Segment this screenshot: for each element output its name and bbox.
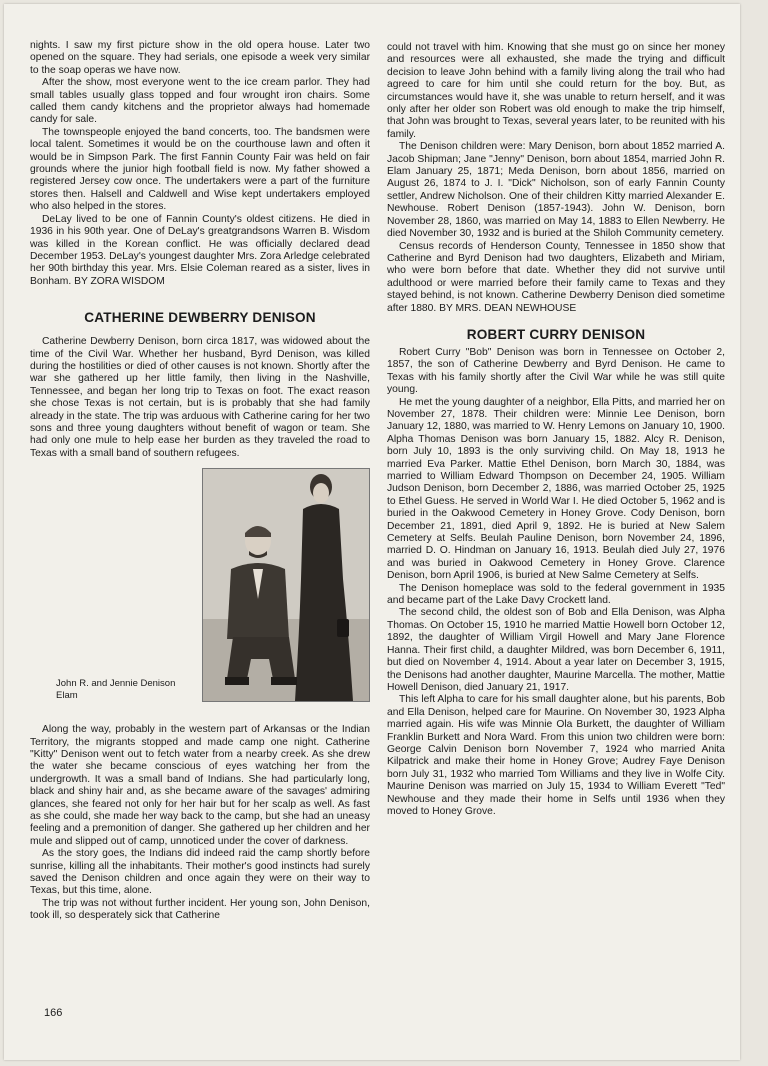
paragraph: Along the way, probably in the western part of Arkansas or the Indian Territory, the migrants stopped and made camp one night. Catherine "Kitty" Denison went out to fetch water from a nearby creek. As she drew the water she became conscious of eyes watching her from the undergrowth. It was a small band of Indians. She had particularly long, black and shiny hair and, as she became aware of the savages' admiring glances, she feared not only for her hair but for her scalp as well. As fast as she could, she made her way back to the camp, but she had an uneasy feeling and a premonition of danger. She gathered up her children and her mule and slipped out of camp, unnoticed under the cover of darkness. bbox=[30, 724, 370, 847]
paragraph: Catherine Dewberry Denison, born circa 1817, was widowed about the time of the Civil War. Whether her husband, Byrd Denison, was killed during the hostilities or died of other causes is not known. Shortly after the war she gathered up her little family, then living in the Nashville, Tennessee, and began her long trip to Texas on foot. The exact reason she chose Texas is not certain, but is is probably that she had family already in the state. The trip was arduous with Catherine caring for her two sons and three young daughters without benefit of wagon or team. She had only one mule to help ease her burden as they traveled the road to Texas with a small band of southern refugees. bbox=[30, 336, 370, 459]
paragraph: Census records of Henderson County, Tennessee in 1850 show that Catherine and Byrd Denison had two daughters, Elizabeth and Miriam, who were born before that date. Whether they did not survive until adulthood or were married before their family came to Texas and they stayed behind, is not known. Catherine Dewberry Denison died sometime after 1880. BY MRS. DEAN NEWHOUSE bbox=[387, 240, 725, 314]
section-heading-catherine: CATHERINE DEWBERRY DENISON bbox=[84, 310, 316, 326]
paragraph: could not travel with him. Knowing that she must go on since her money and resources were all exhausted, she made the trying and difficult decision to leave John behind with a family living along the trail who had agreed to care for him until she could return for the boy. But, as circumstances would have it, she was unable to return herself, and it was only after her older son Robert was old enough to make the trip himself, that John was brought to Texas, several years later, to be reunited with his family. bbox=[387, 42, 725, 140]
paragraph: The townspeople enjoyed the band concerts, too. The bandsmen were local talent. Sometimes it would be on the courthouse lawn and often it would be in Simpson Park. The first Fannin County Fair was held on fair grounds where the junior high football field is now. My father showed a registered Jersey cow once. The undertakers were a part of the furniture stores then. Halsell and Caldwell and Wise kept undertakers employed who also helped in the stores. bbox=[30, 126, 370, 213]
paragraph: As the story goes, the Indians did indeed raid the camp shortly before sunrise, killing all the inhabitants. Their mother's good instincts had surely saved the Denison children and once again they were on their way to Texas, but this time, alone. bbox=[30, 848, 370, 897]
paragraph: The trip was not without further incident. Her young son, John Denison, took ill, so desperately sick that Catherine bbox=[30, 897, 370, 922]
paragraph: After the show, most everyone went to the ice cream parlor. They had small tables usually glass topped and four wrought iron chairs. Some called them candy kitchens and the proprietor always had homemade candy for sale. bbox=[30, 77, 370, 126]
left-column bbox=[30, 40, 370, 923]
paragraph: The second child, the oldest son of Bob and Ella Denison, was Alpha Thomas. On October 15, 1910 he married Mattie Howell born October 12, 1892, the daughter of William Virgil Howell and Mary Jane Florence Hanna. Their first child, a daughter Mildred, was born December 6, 1911, but died on November 4, 1914. About a year later on December 3, 1915, the Denisons had another daughter, Maurine Marcella. The mother, Mattie Howell Denison, died January 21, 1917. bbox=[387, 607, 725, 693]
book-page bbox=[4, 4, 740, 1060]
paragraph: The Denison children were: Mary Denison, born about 1852 married A. Jacob Shipman; Jane "Jenny" Denison, born about 1854, married John R. Elam January 25, 1871; Meda Denison, born about 1856, married on August 26, 1874 to J. I. "Dick" Nicholson, son of early Fannin County settler, Andrew Nicholson. One of their children Kitty married Alexander E. Newhouse. Robert Denison (1857-1943). John W. Denison, born November 28, 1860, was married on May 14, 1883 to Ellen Newberry. He died November 30, 1932 and is buried at the Shiloh Community cemetery. bbox=[387, 141, 725, 240]
paragraph: This left Alpha to care for his small daughter alone, but his parents, Bob and Ella Denison, helped care for Maurine. On November 30, 1923 Alpha married again. His wife was Minnie Ola Burkett, the daughter of William Franklin Burkett and Nora Ward. From this union two children were born: George Calvin Denison born November 7, 1924 who married Anita Kilpatrick and make their home in Honey Grove; Audrey Faye Denison born July 31, 1932 who married Tom Williams and they live in Wolfe City. Maurine Denison was married on July 15, 1934 to William Everett "Ted" Newhouse and they made their home in Selfs until 1936 when they moved to Honey Grove. bbox=[387, 694, 725, 817]
photo-block bbox=[30, 468, 370, 714]
portrait-photo bbox=[202, 468, 370, 702]
paragraph: Robert Curry "Bob" Denison was born in Tennessee on October 2, 1857, the son of Catherine Dewberry and Byrd Denison. He came to Texas with his family shortly after the Civil War while he was still quite young. bbox=[387, 346, 725, 396]
paragraph: The Denison homeplace was sold to the federal government in 1935 and became part of the Lake Davy Crockett land. bbox=[387, 582, 725, 607]
section-heading-robert: ROBERT CURRY DENISON bbox=[466, 326, 646, 342]
page-number: 166 bbox=[44, 1007, 63, 1019]
paragraph: DeLay lived to be one of Fannin County's oldest citizens. He died in 1936 in his 90th year. One of DeLay's greatgrandsons Warren B. Wisdom was killed in the Korean conflict. He was officially declared dead December 1953. DeLay's youngest daughter Mrs. Zora Arledge celebrated her 90th birthday this year. Mrs. Elsie Coleman reared as a sister, lives in Bonham. BY ZORA WISDOM bbox=[30, 213, 370, 287]
paragraph: nights. I saw my first picture show in the old opera house. Later two opened on the square. They had serials, one episode a week very similar to the soap operas we have now. bbox=[30, 40, 370, 76]
right-column bbox=[387, 42, 725, 818]
photo-caption: John R. and Jennie Denison Elam bbox=[56, 678, 176, 702]
paragraph: He met the young daughter of a neighbor, Ella Pitts, and married her on November 27, 1878. Their children were: Minnie Lee Denison, born January 12, 1880, was married to W. Henry Lemons on January 10, 1900. Alpha Thomas Denison was born January 15, 1882. Alcy R. Denison, born July 10, 1893 is the only surviving child. On May 18, 1913 he married Eva Parker. Mattie Ethel Denison, born March 30, 1884, was married to William Edward Thompson on December 24, 1905. William Judson Denison, born December 2, 1886, was married October 25, 1925 to Ethel Guess. He served in World War I. He died October 5, 1962 and is buried in the Oakwood Cemetery in Honey Grove. Cody Denison, born December 21, 1891, died April 9, 1892. He is buried at New Salem Cemetery at Selfs. Beulah Pauline Denison, born November 24, 1896, married D. O. Hindman on January 16, 1913. Beulah died July 27, 1976 and was buried in Oakwood Cemetery in Honey Grove. Clarence Denison, born April 1906, is buried at New Salme Cemetery at Selfs. bbox=[387, 396, 725, 582]
